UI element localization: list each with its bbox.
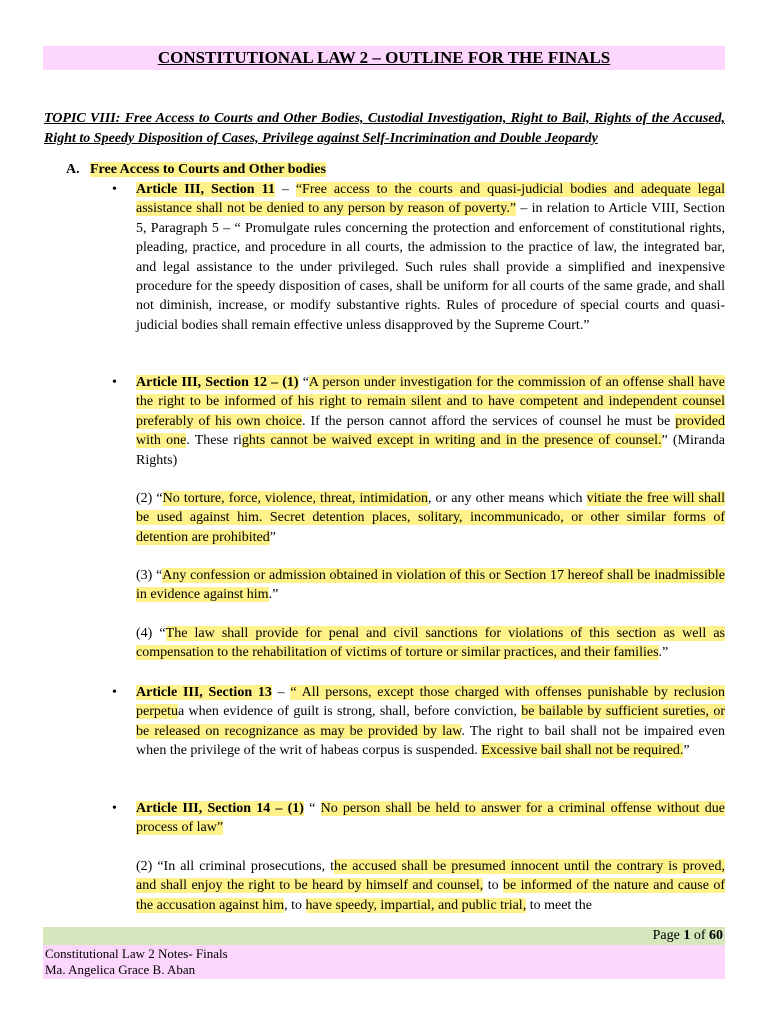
- section-a-label: Free Access to Courts and Other bodies: [90, 162, 326, 177]
- paragraph-sec12-4: (4) “The law shall provide for penal and civil sanctions for violations of this section as well as compensation to the rehabilitation of victims of torture or similar practices, and their families.”: [136, 626, 725, 661]
- highlighted-text: provided with one: [136, 413, 725, 449]
- article-heading: Article III, Section 12 – (1): [136, 375, 299, 390]
- article-heading: Article III, Section 13: [136, 685, 272, 700]
- highlighted-text: be informed of the nature and cause of the accusation against him: [136, 878, 725, 913]
- title-bar: [43, 46, 725, 70]
- paragraph-sec12-2: (2) “No torture, force, violence, threat, intimidation, or any other means which vitiate the free will shall be used against him. Secret detention places, solitary, incommunicado, or other similar forms of detention are prohibited”: [136, 491, 725, 545]
- body-text: – in relation to Article VIII, Section 5, Paragraph 5 – “ Promulgate rules concerning the protection and enforcement of constitutional rights, pleading, practice, and procedure in all courts, the admission to the practice of law, the integrated bar, and legal assistance to the under privileged. Such rules shall provide a simplified and inexpensive procedure for the speedy disposition of cases, shall be uniform for all courts of the same grade, and shall not diminish, increase, or modify substantive rights. Rules of procedure of special courts and quasi-judicial bodies shall remain effective unless disapproved by the Supreme Court.”: [136, 201, 725, 333]
- highlighted-text: No torture, force, violence, threat, intimidation: [162, 491, 428, 506]
- topic-heading: TOPIC VIII: Free Access to Courts and Other Bodies, Custodial Investigation, Right to Bail, Rights of the Accused, Right to Speedy Disposition of Cases, Privilege against Self-Incrimination and Double Jeopardy: [44, 111, 725, 146]
- bullet-art3-sec13: • Article III, Section 13 – “ All persons, except those charged with offenses punishable by reclusion perpetua when evidence of guilt is strong, shall, before conviction, be bailable by sufficient sureties, or be released on recognizance as may be provided by law. The right to bail shall not be impaired even when the privilege of the writ of habeas corpus is suspended. Excessive bail shall not be required.”: [112, 685, 726, 759]
- paragraph-sec12-3: (3) “Any confession or admission obtained in violation of this or Section 17 hereof shall be inadmissible in evidence against him.”: [136, 568, 725, 603]
- page-number: Page 1 of 60: [652, 928, 723, 943]
- footer-page-bar: [43, 927, 725, 945]
- highlighted-text: have speedy, impartial, and public trial,: [305, 897, 527, 913]
- section-a-letter: A.: [66, 162, 80, 177]
- highlighted-text: vitiate the free will shall be used against him. Secret detention places, solitary, incommunicado, or other similar forms of detention are prohibited: [136, 491, 725, 545]
- bullet-dot: •: [112, 182, 117, 197]
- bullet-dot: •: [112, 801, 117, 816]
- highlighted-text: Any confession or admission obtained in violation of this or Section 17 hereof shall be inadmissible in evidence against him: [136, 568, 725, 603]
- highlighted-text: Excessive bail shall not be required.: [481, 743, 684, 759]
- body-text: . If the person cannot afford the services of counsel he must be: [302, 413, 676, 429]
- highlighted-text: “ All persons, except those charged with offenses punishable by reclusion perpetu: [136, 685, 726, 720]
- footer-doc-name: Constitutional Law 2 Notes- Finals: [45, 946, 228, 961]
- footer-info: [43, 945, 725, 979]
- bullet-art3-sec12: • Article III, Section 12 – (1) “A person under investigation for the commission of an offense shall have the right to be informed of his right to remain silent and to have competent and independent counsel preferably of his own choice. If the person cannot afford the services of counsel he must be provided with one. These rights cannot be waived except in writing and in the presence of counsel.” (Miranda Rights): [112, 375, 725, 468]
- article-heading: Article III, Section 11: [136, 182, 275, 197]
- body-text: ” (Miranda Rights): [136, 433, 725, 468]
- highlighted-text: he accused shall be presumed innocent until the contrary is proved, and shall enjoy the right to be heard by himself and counsel,: [136, 859, 726, 894]
- section-a-heading: [66, 160, 326, 179]
- highlighted-text: be bailable by sufficient sureties, or be released on recognizance as may be provided by law: [136, 704, 725, 739]
- bullet-art3-sec14: • Article III, Section 14 – (1) “ No person shall be held to answer for a criminal offense without due process of law”: [112, 801, 725, 836]
- highlighted-text: A person under investigation for the commission of an offense shall have the right to be informed of his right to remain silent and to have competent and independent counsel preferably of his own choice: [136, 375, 725, 429]
- bullet-art3-sec11: • Article III, Section 11 – “Free access to the courts and quasi-judicial bodies and adequate legal assistance shall not be denied to any person by reason of poverty.” – in relation to Article VIII, Section 5, Paragraph 5 – “ Promulgate rules concerning the protection and enforcement of constitutional rights, pleading, practice, and procedure in all courts, the admission to the practice of law, the integrated bar, and legal assistance to the under privileged. Such rules shall provide a simplified and inexpensive procedure for the speedy disposition of cases, shall be uniform for all courts of the same grade, and shall not diminish, increase, or modify substantive rights. Rules of procedure of special courts and quasi-judicial bodies shall remain effective unless disapproved by the Supreme Court.”: [112, 182, 725, 333]
- highlighted-text: No person shall be held to answer for a criminal offense without due process of law”: [136, 801, 725, 836]
- highlighted-text: The law shall provide for penal and civil sanctions for violations of this section as well as compensation to the rehabilitation of victims of torture or similar practices, and their families: [136, 626, 725, 661]
- body-text: . These ri: [186, 433, 242, 449]
- article-heading: Article III, Section 14 – (1): [136, 801, 304, 816]
- bullet-dot: •: [112, 375, 117, 390]
- body-text: . The right to bail shall not be impaired even when the privilege of the writ of habeas corpus is suspended.: [136, 723, 725, 759]
- bullet-dot: •: [112, 685, 117, 700]
- highlighted-text: “Free access to the courts and quasi-judicial bodies and adequate legal assistance shall not be denied to any person by reason of poverty.”: [136, 182, 725, 217]
- footer-author: Ma. Angelica Grace B. Aban: [45, 962, 196, 977]
- paragraph-sec14-2: (2) “In all criminal prosecutions, the accused shall be presumed innocent until the contrary is proved, and shall enjoy the right to be heard by himself and counsel, to be informed of the nature and cause of the accusation against him, to have speedy, impartial, and public trial, to meet the: [136, 859, 726, 913]
- highlighted-text: ghts cannot be waived except in writing and in the presence of counsel.: [241, 433, 662, 449]
- document-title: CONSTITUTIONAL LAW 2 – OUTLINE FOR THE FINALS: [157, 48, 611, 67]
- body-text: a when evidence of guilt is strong, shall, before conviction,: [177, 704, 522, 720]
